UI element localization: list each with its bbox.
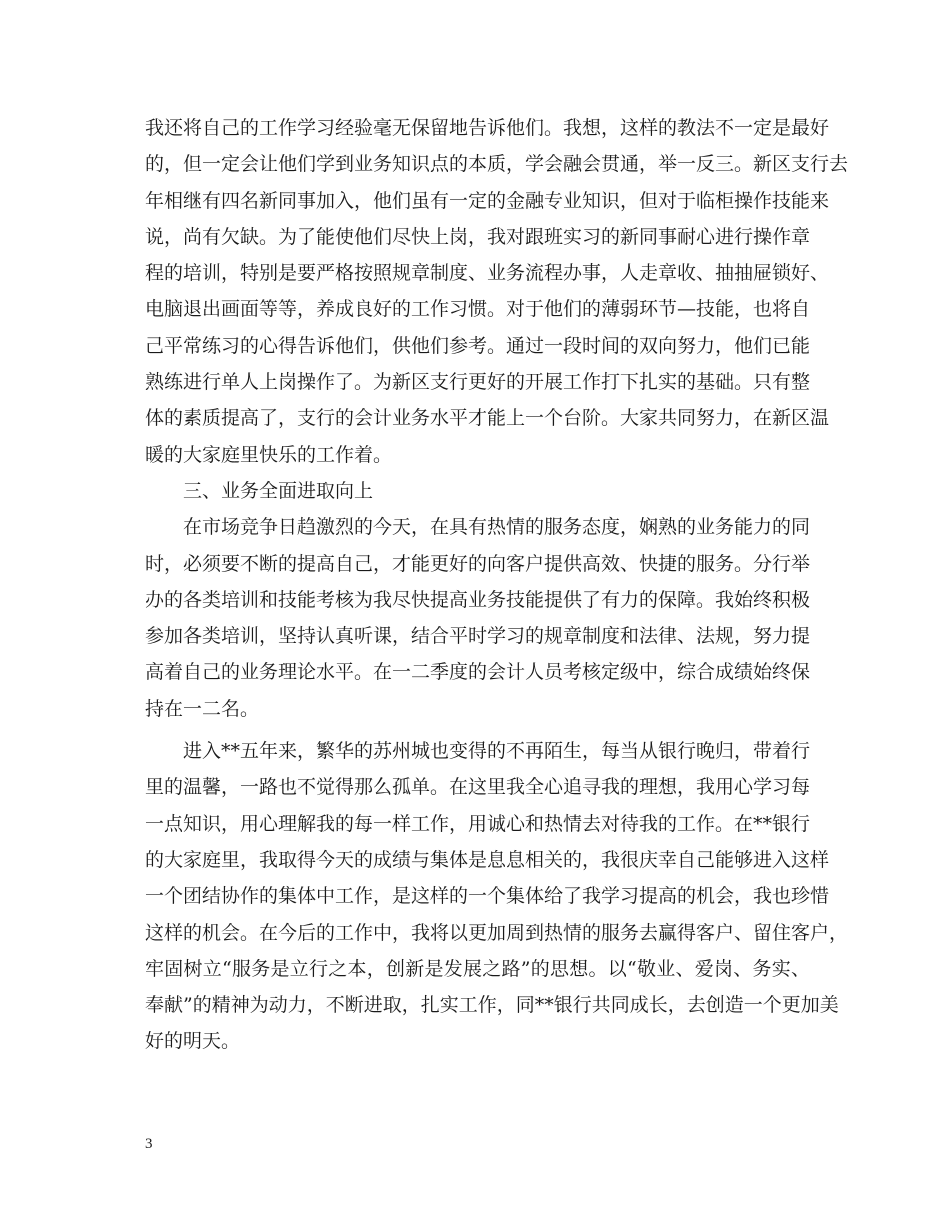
text-line: 时，必须要不断的提高自己，才能更好的向客户提供高效、快捷的服务。分行举 xyxy=(145,552,811,575)
text-line: 说，尚有欠缺。为了能使他们尽快上岗，我对跟班实习的新同事耐心进行操作章 xyxy=(145,225,811,248)
text-line: 进入**五年来，繁华的苏州城也变得的不再陌生，每当从银行晚归，带着行 xyxy=(183,740,811,763)
text-line: 办的各类培训和技能考核为我尽快提高业务技能提供了有力的保障。我始终积极 xyxy=(145,588,811,611)
paragraph-training xyxy=(145,509,810,727)
section-heading: 三、业务全面进取向上 xyxy=(183,479,374,502)
paragraph-outlook xyxy=(145,733,849,1060)
text-line: 这样的机会。在今后的工作中，我将以更加周到热情的服务去赢得客户、留住客户， xyxy=(145,921,849,944)
text-line: 牢固树立“服务是立行之本，创新是发展之路”的思想。以“敬业、爱岗、务实、 xyxy=(145,957,810,980)
text-line: 的大家庭里，我取得今天的成绩与集体是息息相关的，我很庆幸自己能够进入这样 xyxy=(145,848,830,871)
text-line: 的，但一定会让他们学到业务知识点的本质，学会融会贯通，举一反三。新区支行去 xyxy=(145,153,849,176)
paragraph-mentoring xyxy=(145,110,849,473)
text-line: 参加各类培训，坚持认真听课，结合平时学习的规章制度和法律、法规，努力提 xyxy=(145,625,811,648)
text-line: 一个团结协作的集体中工作，是这样的一个集体给了我学习提高的机会，我也珍惜 xyxy=(145,885,830,908)
text-line: 我还将自己的工作学习经验毫无保留地告诉他们。我想，这样的教法不一定是最好 xyxy=(145,117,830,139)
text-line: 一点知识，用心理解我的每一样工作，用诚心和热情去对待我的工作。在**银行 xyxy=(145,812,811,835)
text-line: 年相继有四名新同事加入，他们虽有一定的金融专业知识，但对于临柜操作技能来 xyxy=(145,189,830,212)
text-line: 持在一二名。 xyxy=(145,697,260,720)
text-line: 高着自己的业务理论水平。在一二季度的会计人员考核定级中，综合成绩始终保 xyxy=(145,661,811,684)
text-line: 暖的大家庭里快乐的工作着。 xyxy=(145,443,393,466)
text-line: 奉献”的精神为动力，不断进取，扎实工作，同**银行共同成长，去创造一个更加美 xyxy=(145,994,839,1017)
text-line: 己平常练习的心得告诉他们，供他们参考。通过一段时间的双向努力，他们已能 xyxy=(145,334,811,357)
text-line: 体的素质提高了，支行的会计业务水平才能上一个台阶。大家共同努力，在新区温 xyxy=(145,407,830,430)
text-line: 程的培训，特别是要严格按照规章制度、业务流程办事，人走章收、抽抽屉锁好、 xyxy=(145,262,830,285)
text-line: 好的明天。 xyxy=(145,1030,241,1053)
text-line: 在市场竞争日趋激烈的今天，在具有热情的服务态度，娴熟的业务能力的同 xyxy=(183,516,811,539)
text-line: 电脑退出画面等等，养成良好的工作习惯。对于他们的薄弱环节—技能，也将自 xyxy=(145,298,811,321)
page-number: 3 xyxy=(145,1136,153,1152)
text-line: 里的温馨，一路也不觉得那么孤单。在这里我全心追寻我的理想，我用心学习每 xyxy=(145,776,811,799)
document-body xyxy=(145,110,849,1060)
text-line: 熟练进行单人上岗操作了。为新区支行更好的开展工作打下扎实的基础。只有整 xyxy=(145,371,811,394)
